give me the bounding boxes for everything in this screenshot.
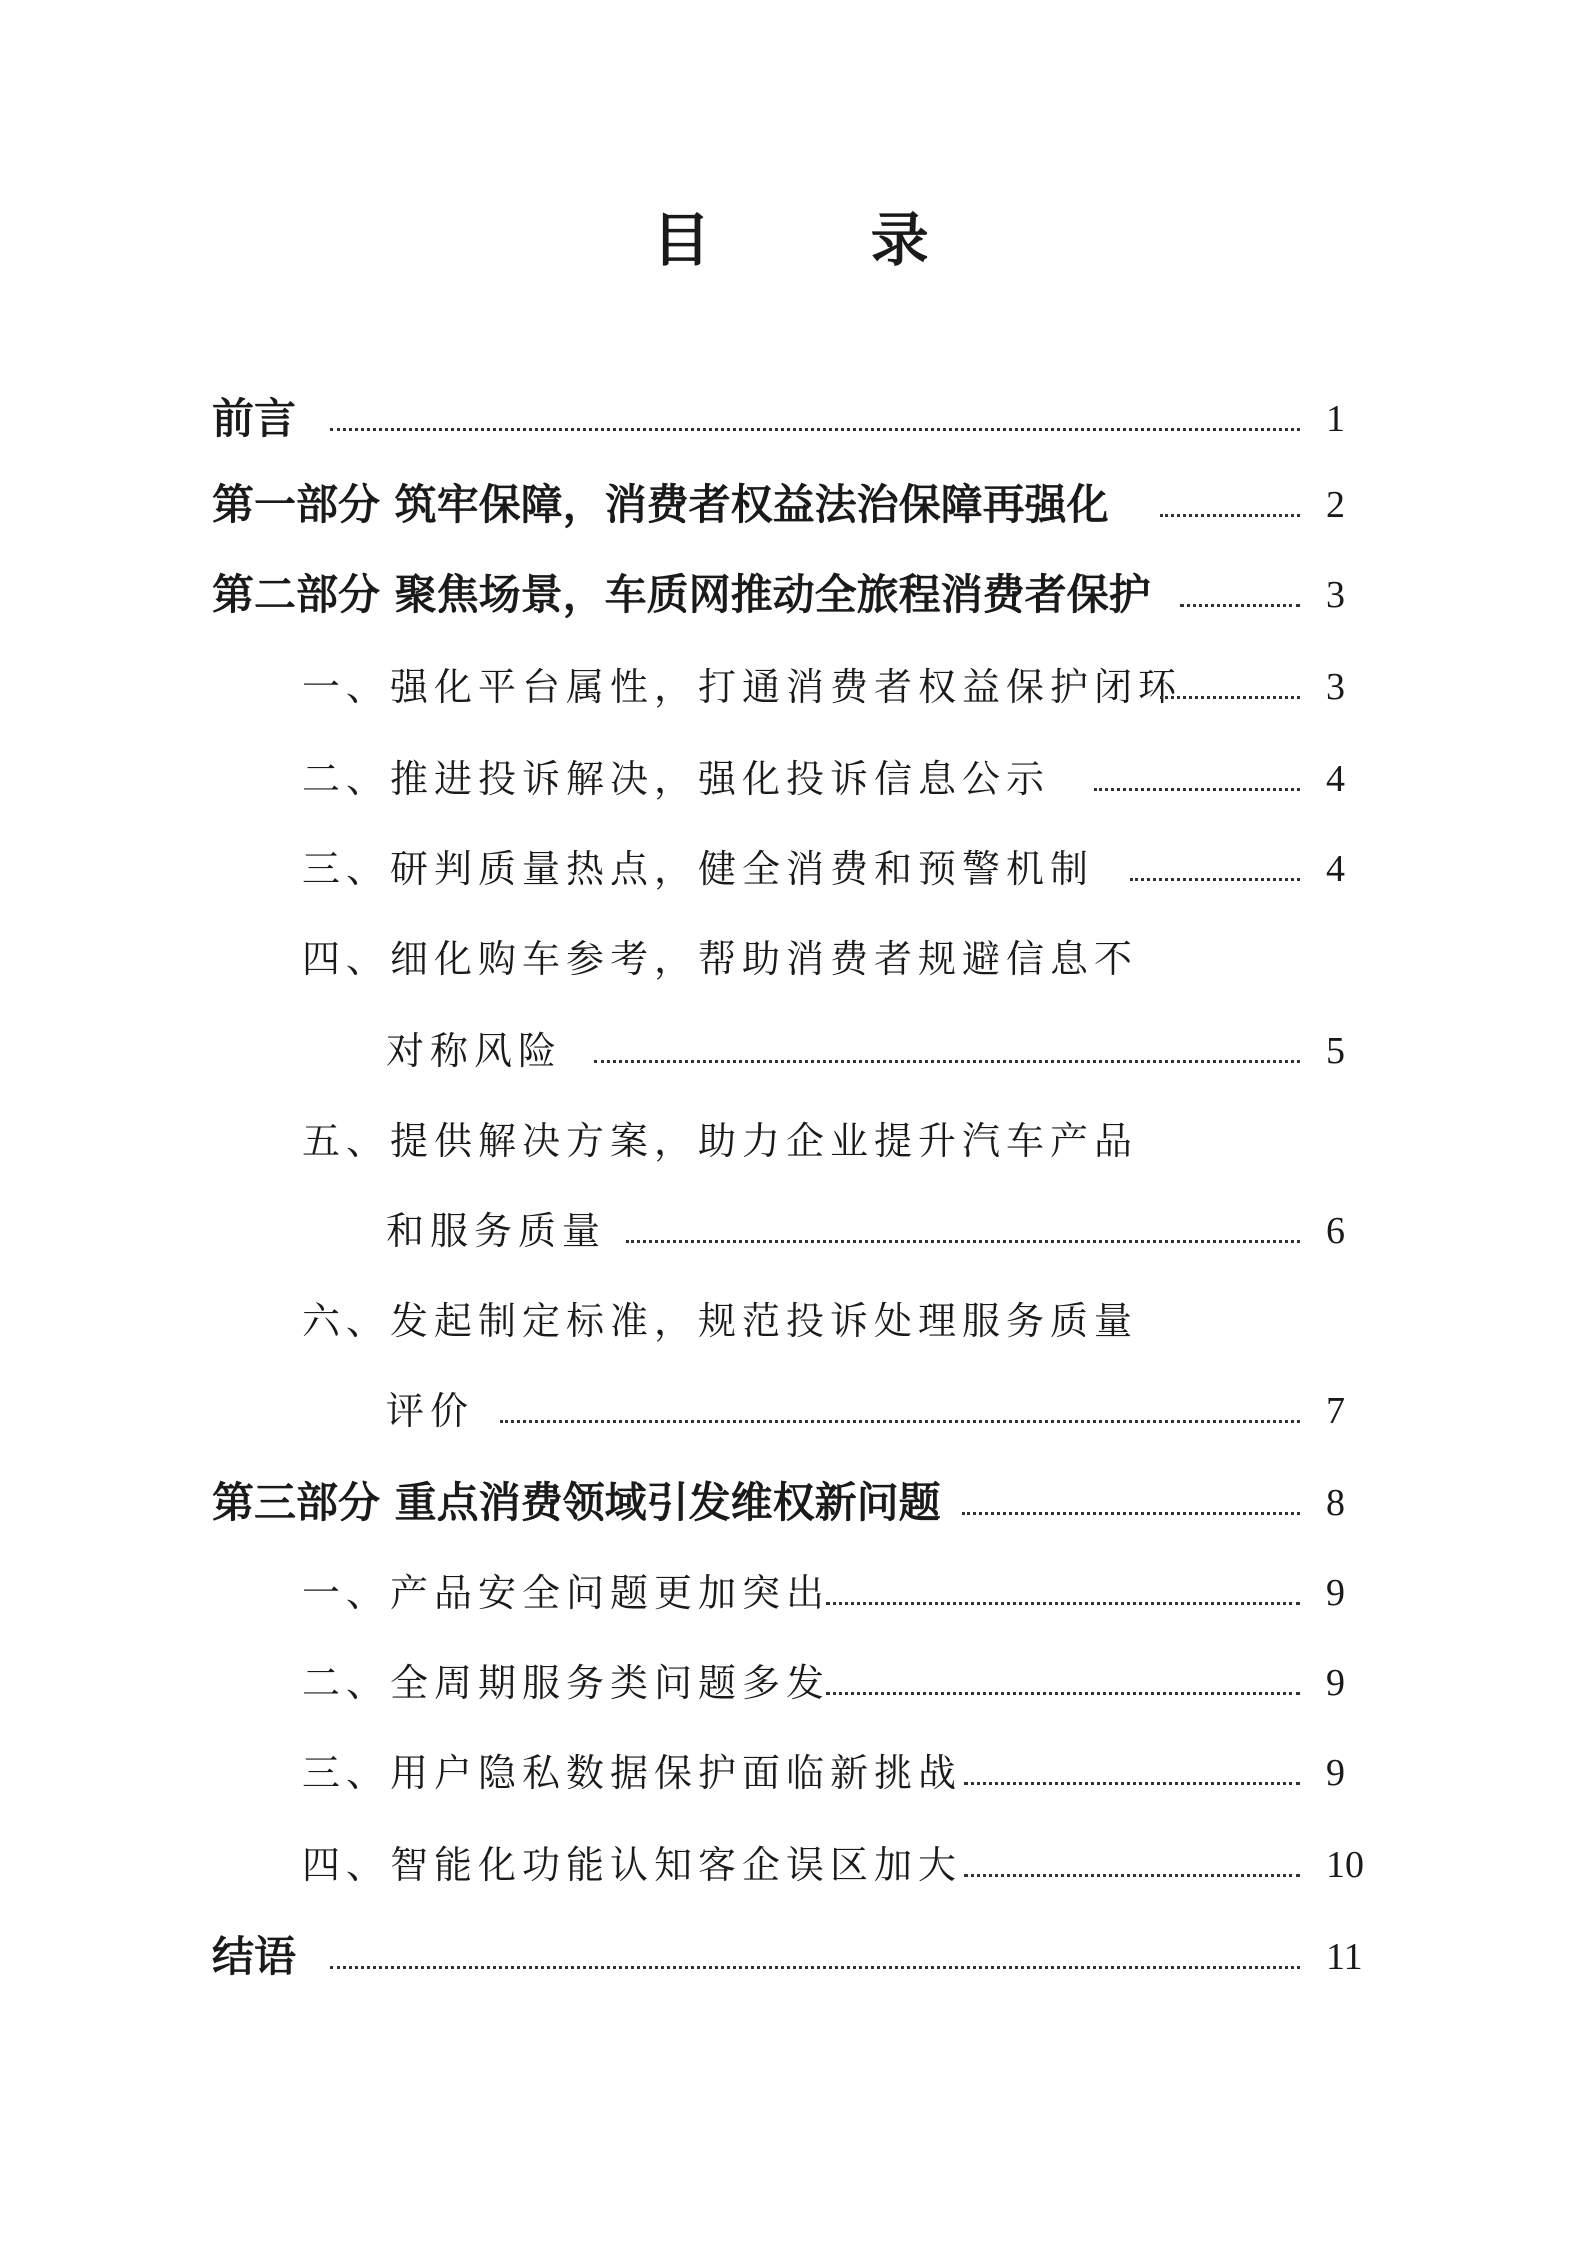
toc-page-number: 9 (1326, 1572, 1345, 1614)
toc-entry-part-3[interactable] (0, 1472, 1581, 1534)
toc-entry-label: 前言 (212, 394, 297, 443)
dot-leader (1160, 514, 1300, 517)
toc-entry-label: 第一部分 筑牢保障，消费者权益法治保障再强化 (212, 480, 1109, 529)
dot-leader (1094, 788, 1300, 791)
dot-leader (962, 1512, 1300, 1515)
toc-entry-conclusion[interactable] (0, 1926, 1581, 1988)
toc-entry-3-4[interactable] (0, 1834, 1581, 1896)
toc-entry-2-6-cont[interactable] (0, 1380, 1581, 1442)
toc-entry-preface[interactable] (0, 388, 1581, 450)
toc-entry-part-2[interactable] (0, 564, 1581, 626)
toc-entry-label: 三、用户隐私数据保护面临新挑战 (302, 1751, 963, 1795)
toc-entry-label: 四、细化购车参考，帮助消费者规避信息不 (302, 937, 1139, 981)
dot-leader (626, 1240, 1300, 1243)
toc-page-number: 8 (1326, 1482, 1345, 1524)
toc-entry-3-3[interactable] (0, 1742, 1581, 1804)
dot-leader (330, 1966, 1300, 1969)
toc-entry-label: 三、研判质量热点，健全消费和预警机制 (302, 847, 1095, 891)
toc-entry-2-1[interactable] (0, 656, 1581, 718)
toc-page-number: 4 (1326, 848, 1345, 890)
toc-entry-label: 五、提供解决方案，助力企业提升汽车产品 (302, 1119, 1139, 1163)
toc-page-number: 11 (1326, 1936, 1363, 1978)
toc-entry-label: 一、产品安全问题更加突出 (302, 1571, 831, 1615)
dot-leader (1130, 878, 1300, 881)
toc-entry-2-4-cont[interactable] (0, 1020, 1581, 1082)
toc-page-number: 1 (1326, 398, 1345, 440)
toc-entry-3-2[interactable] (0, 1652, 1581, 1714)
toc-entry-2-2[interactable] (0, 748, 1581, 810)
dot-leader (1180, 604, 1300, 607)
dot-leader (1160, 696, 1300, 699)
dot-leader (500, 1420, 1300, 1423)
toc-entry-label: 二、全周期服务类问题多发 (302, 1661, 831, 1705)
toc-entry-label: 一、强化平台属性，打通消费者权益保护闭环 (302, 665, 1183, 709)
page-title: 目 录 (652, 206, 999, 274)
toc-entry-part-1[interactable] (0, 474, 1581, 536)
toc-page-number: 6 (1326, 1210, 1345, 1252)
toc-page-number: 3 (1326, 574, 1345, 616)
toc-entry-label: 结语 (212, 1932, 297, 1981)
dot-leader (826, 1602, 1300, 1605)
toc-page-number: 10 (1326, 1844, 1364, 1886)
toc-entry-2-4[interactable] (0, 928, 1581, 990)
toc-entry-2-6[interactable] (0, 1290, 1581, 1352)
toc-entry-2-5[interactable] (0, 1110, 1581, 1172)
dot-leader (826, 1692, 1300, 1695)
dot-leader (330, 428, 1300, 431)
dot-leader (964, 1782, 1300, 1785)
toc-page-number: 3 (1326, 666, 1345, 708)
toc-page-number: 9 (1326, 1752, 1345, 1794)
toc-entry-label: 第二部分 聚焦场景，车质网推动全旅程消费者保护 (212, 570, 1151, 619)
toc-entry-label: 对称风险 (386, 1029, 563, 1073)
toc-page-number: 9 (1326, 1662, 1345, 1704)
toc-entry-label: 六、发起制定标准，规范投诉处理服务质量 (302, 1299, 1139, 1343)
toc-entry-label: 评价 (386, 1389, 475, 1433)
toc-entry-2-5-cont[interactable] (0, 1200, 1581, 1262)
toc-page-number: 2 (1326, 484, 1345, 526)
toc-entry-2-3[interactable] (0, 838, 1581, 900)
toc-entry-label: 二、推进投诉解决，强化投诉信息公示 (302, 757, 1051, 801)
dot-leader (964, 1874, 1300, 1877)
toc-page-number: 7 (1326, 1390, 1345, 1432)
toc-page-number: 5 (1326, 1030, 1345, 1072)
toc-entry-3-1[interactable] (0, 1562, 1581, 1624)
toc-entry-label: 第三部分 重点消费领域引发维权新问题 (212, 1478, 941, 1527)
toc-entry-label: 和服务质量 (386, 1209, 607, 1253)
dot-leader (594, 1060, 1300, 1063)
toc-page-number: 4 (1326, 758, 1345, 800)
toc-entry-label: 四、智能化功能认知客企误区加大 (302, 1843, 963, 1887)
